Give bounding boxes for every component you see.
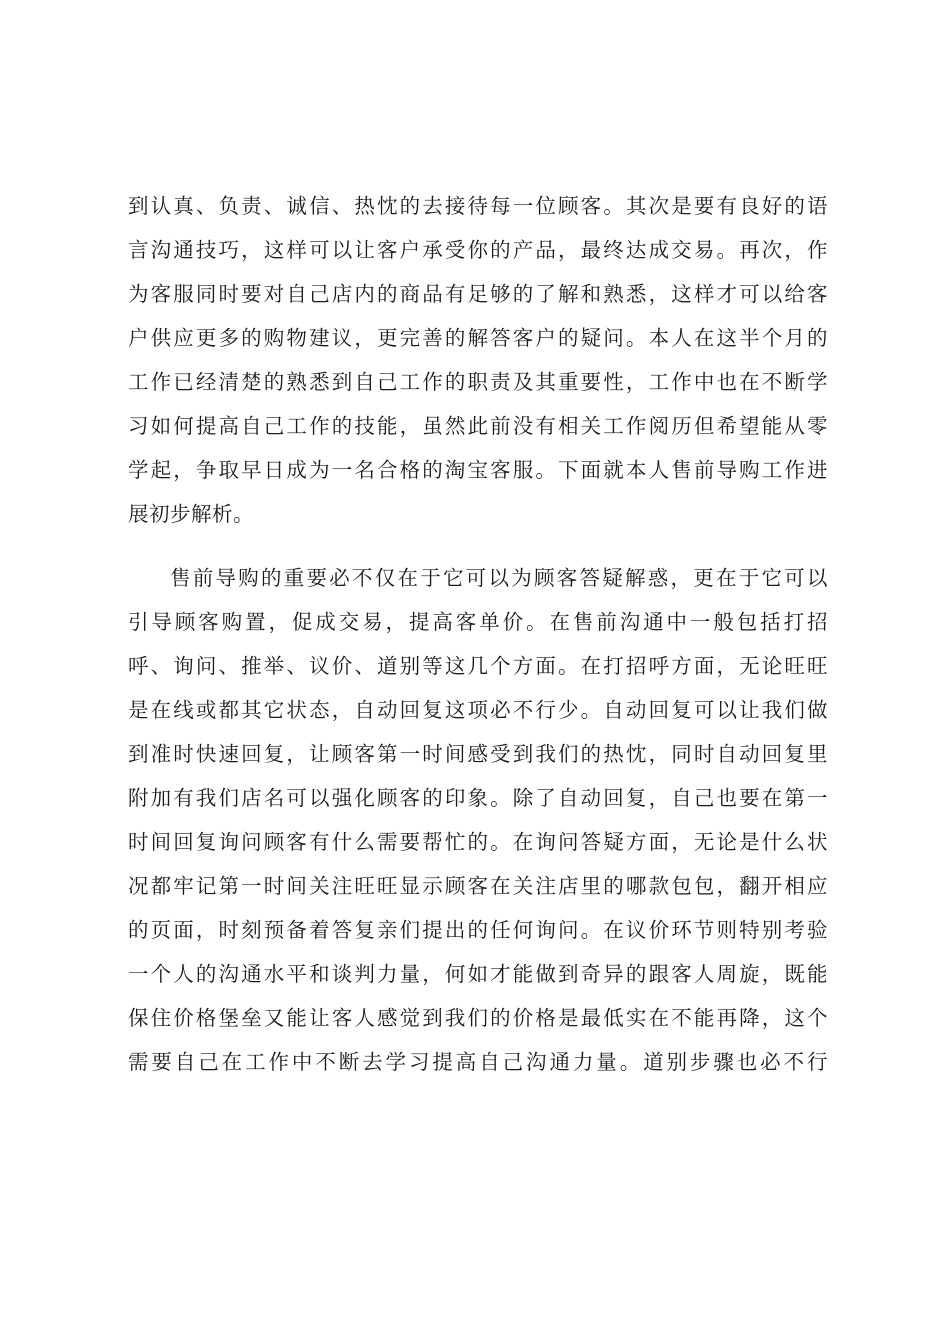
text-line: 户供应更多的购物建议，更完善的解答客户的疑问。本人在这半个月的 (128, 326, 828, 350)
text-line: 附加有我们店名可以强化顾客的印象。除了自动回复，自己也要在第一 (128, 786, 828, 810)
text-line: 习如何提高自己工作的技能，虽然此前没有相关工作阅历但希望能从零 (128, 414, 828, 438)
text-line: 需要自己在工作中不断去学习提高自己沟通力量。道别步骤也必不行 (128, 1050, 828, 1074)
text-line: 展初步解析。 (128, 502, 254, 526)
text-line: 到认真、负责、诚信、热忱的去接待每一位顾客。其次是要有良好的语 (128, 194, 828, 218)
paragraph-2 (128, 556, 828, 1084)
paragraph-gap (128, 536, 828, 556)
text-line: 售前导购的重要必不仅在于它可以为顾客答疑解惑，更在于它可以 (170, 566, 828, 590)
text-line: 学起，争取早日成为一名合格的淘宝客服。下面就本人售前导购工作进 (128, 458, 828, 482)
text-line: 到准时快速回复，让顾客第一时间感受到我们的热忱，同时自动回复里 (128, 742, 828, 766)
text-line: 引导顾客购置，促成交易，提高客单价。在售前沟通中一般包括打招 (128, 610, 828, 634)
paragraph-1 (128, 184, 828, 536)
text-line: 保住价格堡垒又能让客人感觉到我们的价格是最低实在不能再降，这个 (128, 1006, 828, 1030)
text-line: 是在线或都其它状态，自动回复这项必不行少。自动回复可以让我们做 (128, 698, 828, 722)
text-line: 一个人的沟通水平和谈判力量，何如才能做到奇异的跟客人周旋，既能 (128, 962, 828, 986)
document-body (128, 184, 828, 1084)
text-line: 为客服同时要对自己店内的商品有足够的了解和熟悉，这样才可以给客 (128, 282, 828, 306)
text-line: 况都牢记第一时间关注旺旺显示顾客在关注店里的哪款包包，翻开相应 (128, 874, 828, 898)
text-line: 工作已经清楚的熟悉到自己工作的职责及其重要性，工作中也在不断学 (128, 370, 828, 394)
text-line: 言沟通技巧，这样可以让客户承受你的产品，最终达成交易。再次，作 (128, 238, 828, 262)
text-line: 呼、询问、推举、议价、道别等这几个方面。在打招呼方面，无论旺旺 (128, 654, 828, 678)
text-line: 时间回复询问顾客有什么需要帮忙的。在询问答疑方面，无论是什么状 (128, 830, 828, 854)
text-line: 的页面，时刻预备着答复亲们提出的任何询问。在议价环节则特别考验 (128, 918, 828, 942)
